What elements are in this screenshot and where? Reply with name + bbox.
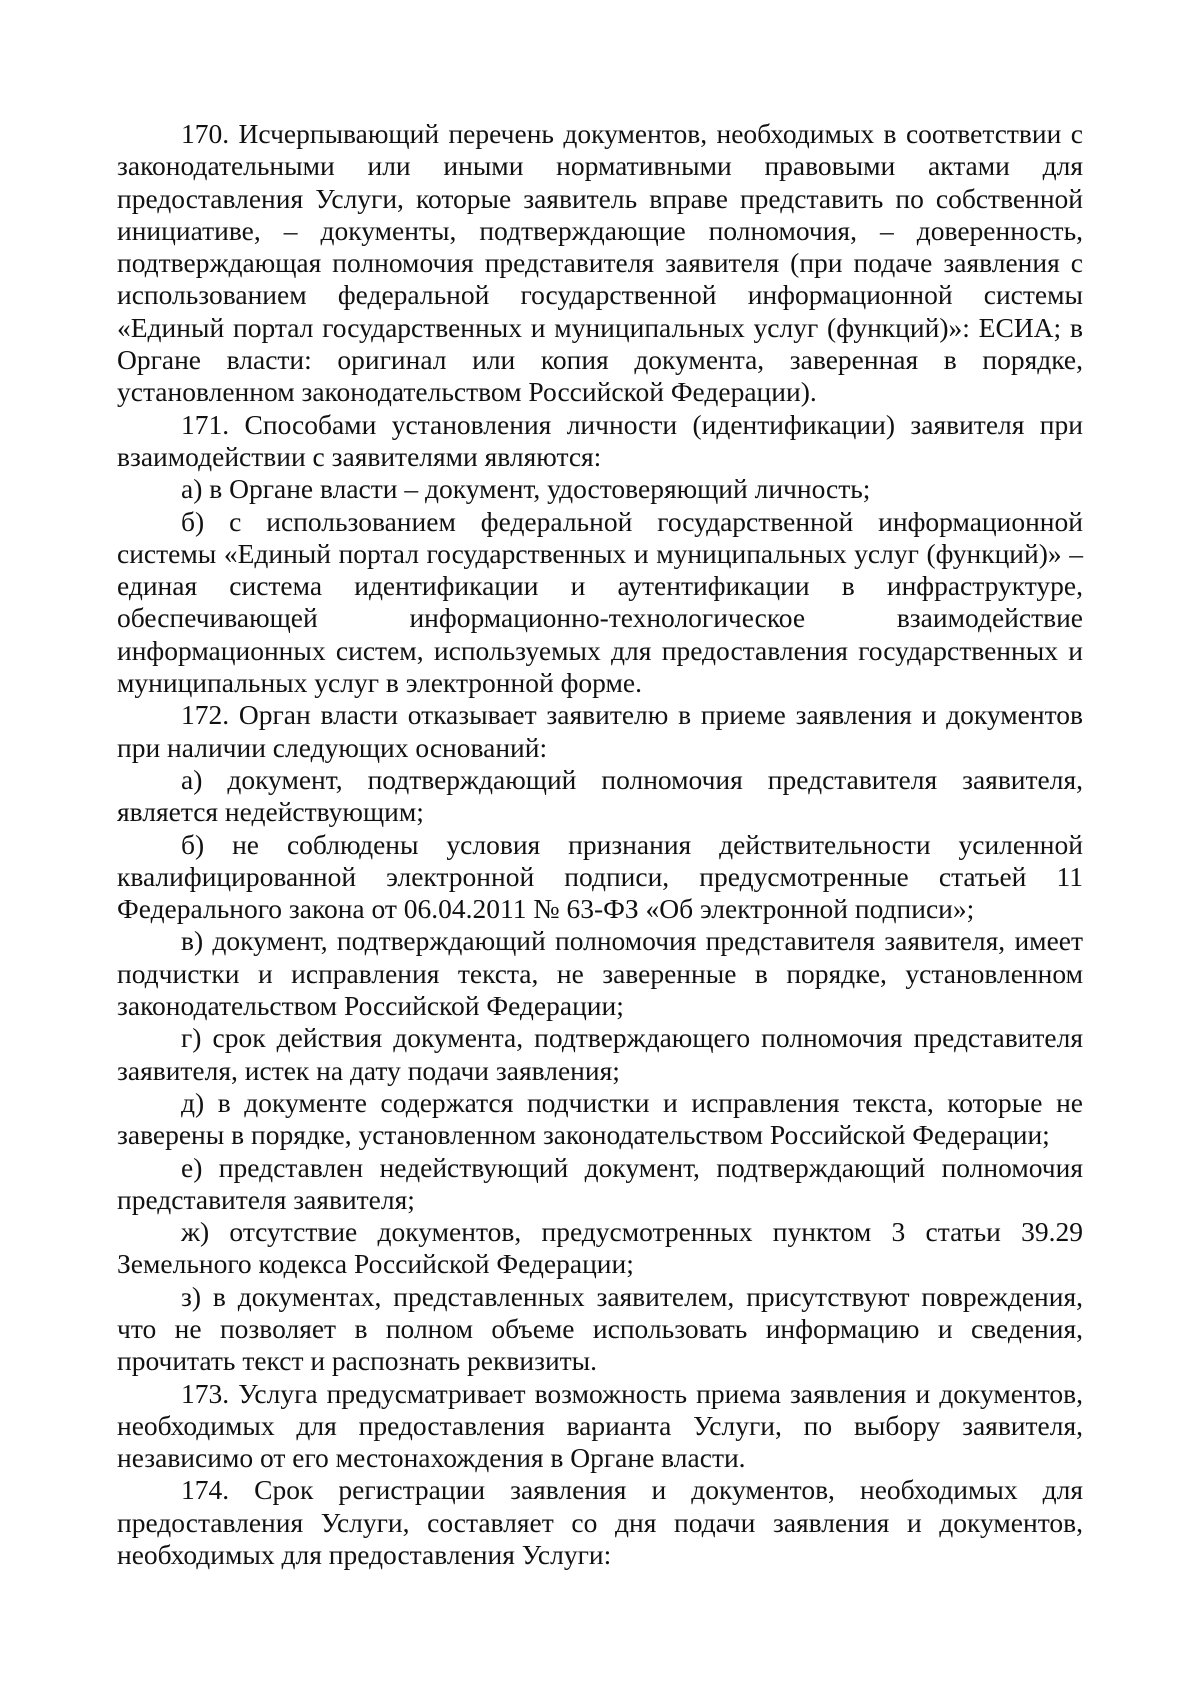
paragraph-174: 174. Срок регистрации заявления и документов, необходимых для предоставления Услуги, составляет со дня подачи заявления и документов, необходимых для предоставления Услуги:	[117, 1474, 1083, 1571]
paragraph-172-e: е) представлен недействующий документ, подтверждающий полномочия представителя заявителя;	[117, 1151, 1083, 1215]
paragraph-172-g: г) срок действия документа, подтверждающего полномочия представителя заявителя, истек на дату подачи заявления;	[117, 1022, 1083, 1086]
paragraph-172-a: а) документ, подтверждающий полномочия представителя заявителя, является недействующим;	[117, 763, 1083, 828]
paragraph-172-zh: ж) отсутствие документов, предусмотренных пунктом 3 статьи 39.29 Земельного кодекса Российской Федерации;	[117, 1216, 1083, 1280]
paragraph-172-z: з) в документах, представленных заявителем, присутствуют повреждения, что не позволяет в полном объеме использовать информацию и сведения, прочитать текст и распознать реквизиты.	[117, 1280, 1083, 1377]
paragraph-171-a: а) в Органе власти – документ, удостоверяющий личность;	[181, 473, 871, 505]
paragraph-173: 173. Услуга предусматривает возможность приема заявления и документов, необходимых для предоставления варианта Услуги, по выбору заявителя, независимо от его местонахождения в Органе власти.	[117, 1377, 1083, 1474]
paragraph-170: 170. Исчерпывающий перечень документов, необходимых в соответствии с законодательными или иными нормативными правовыми актами для предоставления Услуги, которые заявитель вправе представить по собственной инициативе, – документы, подтверждающие полномочия, – доверенность, подтверждающая полномочия представителя заявителя (при подаче заявления с использованием федеральной государственной информационной системы «Единый портал государственных и муниципальных услуг (функций)»: ЕСИА; в Органе власти: оригинал или копия документа, заверенная в порядке, установленном законодательством Российской Федерации).	[117, 118, 1083, 408]
paragraph-172: 172. Орган власти отказывает заявителю в приеме заявления и документов при наличии следующих оснований:	[117, 699, 1083, 763]
paragraph-172-d: д) в документе содержатся подчистки и исправления текста, которые не заверены в порядке, установленном законодательством Российской Федерации;	[117, 1086, 1083, 1151]
paragraph-171: 171. Способами установления личности (идентификации) заявителя при взаимодействии с заявителями являются:	[117, 408, 1083, 472]
document-page	[117, 118, 1083, 1571]
paragraph-171-b: б) с использованием федеральной государственной информационной системы «Единый портал государственных и муниципальных услуг (функций)» – единая система идентификации и аутентификации в инфраструктуре, обеспечивающей информационно-технологическое взаимодействие информационных систем, используемых для предоставления государственных и муниципальных услуг в электронной форме.	[117, 505, 1083, 699]
paragraph-172-v: в) документ, подтверждающий полномочия представителя заявителя, имеет подчистки и исправления текста, не заверенные в порядке, установленном законодательством Российской Федерации;	[117, 925, 1083, 1022]
paragraph-172-b: б) не соблюдены условия признания действительности усиленной квалифицированной электронной подписи, предусмотренные статьей 11 Федерального закона от 06.04.2011 № 63-ФЗ «Об электронной подписи»;	[117, 828, 1083, 925]
